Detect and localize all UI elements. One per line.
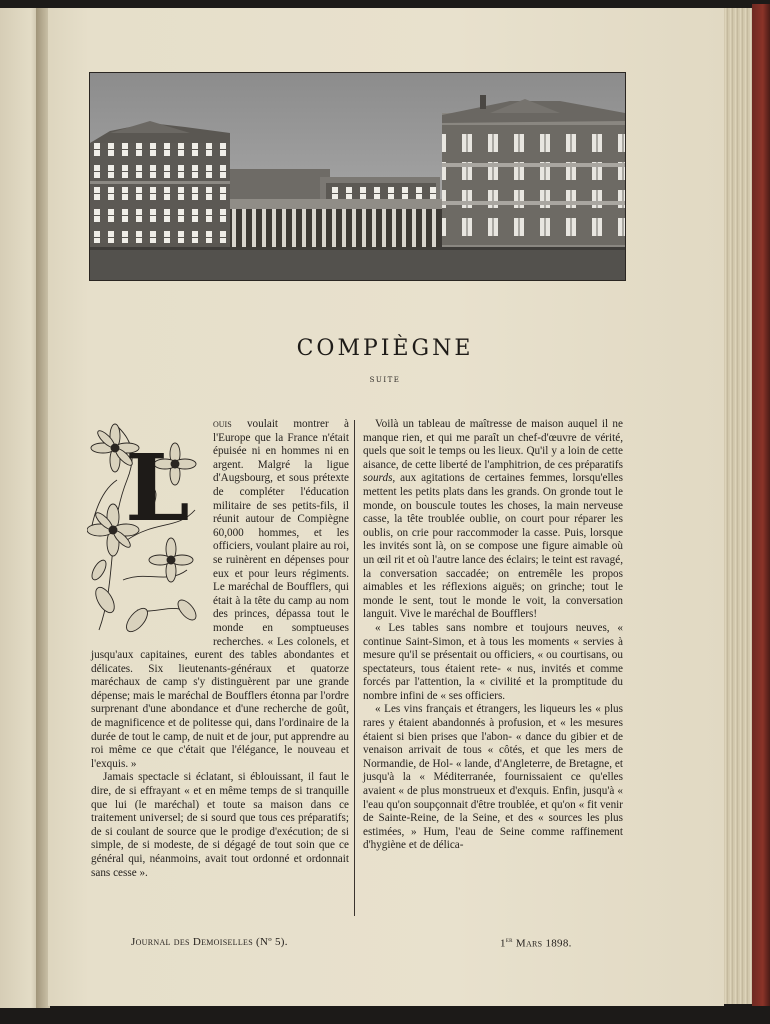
paragraph-text: voulait montrer à l'Europe que la France n'était épuisée ni en hommes ni en argent. Malgré la ligue d'Augsbourg, et sous prétexte de compléter l'éducation militaire de ses petits-fils, il réunit autour de Compiègne 60,000 hommes, et les officiers, voulant plaire au roi, se ruinèrent en dépenses pour eux et pour leurs régiments. Le maréchal de Boufflers, qui était à la tête du camp au nom des princes, dépassa tout le monde en somptueuses recherches. « Les colonels, et jusqu'aux capitaines, eurent des tables abondantes et délicates. Six lieutenants-généraux et quatorze maréchaux de camp s'y distinguèrent par une grande dépense; mais le maréchal de Boufflers étonna par l'ordre surprenant d'une abondance et d'une recherche de goût, de magnificence et de politesse qui, dans l'ordinaire de la durée de tout le camp, de nuit et de jour, put apprendre au roi même ce que c'était que l'élégance, le nouveau et l'exquis. » xyxy=(91,418,350,770)
palace-photograph xyxy=(89,72,626,281)
footer-day: 1 xyxy=(500,937,506,950)
paragraph: « Les vins français et étrangers, les liqueurs les « plus rares y étaient abandonnés à profusion, et « les mesures étaient si bien prises que l'abon- « dance du gibier et de venaison arrivait de tous « côtés, et que les mers de Normandie, de Hol- « lande, d'Angleterre, de Bretagne, et jusqu'à la « Méditerranée, fournissaient ce qu'elles avaient « de plus monstrueux et d'exquis. Enfin, jusqu'à « l'eau qu'on soupçonnait d'être troublée, et qu'on « fit venir de Sainte-Reine, de la Seine, et des « sources les plus estimées, » Hum, l'eau de Seine comme raffinement d'hygiène et de délica- xyxy=(363,703,623,852)
ornamental-dropcap xyxy=(87,420,205,640)
paragraph xyxy=(363,418,623,622)
paragraph: Jamais spectacle si éclatant, si éblouissant, il faut le dire, de si effrayant « et en même temps de si tranquille que lui (le maréchal) et toute sa maison dans ce traitement universel; de si sourd que tous ces préparatifs; de si coulant de source que le prodige d'exécution; de si simple, de si modeste, de si dégagé de tout soin que ce général qui, néanmoins, avait tout ordonné et ordonnait sans cesse ». xyxy=(91,771,349,879)
right-column xyxy=(363,418,623,853)
dropcap-letter: L xyxy=(125,434,190,542)
page-edges xyxy=(724,8,752,1004)
footer-journal: Journal des Demoiselles (Nº 5). xyxy=(131,936,288,948)
paragraph-text: Voilà un tableau de maîtresse de maison auquel il ne manque rien, et qui me paraît un chef-d'œuvre de vérité, quels que soit le temps ou les lieux. Qu'il y a loin de cette aisance, de cette liberté de l'amphitrion, de ces préparatifs xyxy=(363,418,623,471)
dropcap-continuation: ouis xyxy=(213,418,232,430)
footer-ordinal: er xyxy=(505,936,513,944)
footer-date xyxy=(500,936,572,950)
left-column xyxy=(91,418,349,880)
paragraph-text: aux agitations de certaines femmes, lorsqu'elles mettent les petits plats dans les grands. On gronde tout le monde, on bouscule toutes les choses, la main nerveuse casse, la tête troublée oublie, on court pour réparer les oublis, on crie pour raccommoder la casse. Puis, lorsque les invités sont là, on se compose une figure aimable où un œil rit et où l'autre lance des éclairs; le teint est ravagé, la conversation saccadée; on entremêle les propos aimables et les réflexions aiguës; on grinche; tout le monde le sent, tout le monde le voit, la conversation languit. Vive le maréchal de Boufflers! xyxy=(363,472,623,621)
footer-month-year: Mars 1898. xyxy=(512,937,572,950)
article-title: COMPIÈGNE xyxy=(296,336,474,361)
paragraph: « Les tables sans nombre et toujours neuves, « continue Saint-Simon, et à tous les moments « servies à mesure qu'il se présentait ou officiers, « ou courtisans, ou spectateurs, tous étaient rete- « nus, invités et comme forcés par l'attention, la « civilité et la promptitude du nombre infini de « ses officiers. xyxy=(363,621,623,702)
book-cover xyxy=(752,4,770,1006)
italic-word: sourds, xyxy=(363,472,396,485)
article-subtitle: SUITE xyxy=(369,376,401,384)
column-divider xyxy=(354,420,355,916)
